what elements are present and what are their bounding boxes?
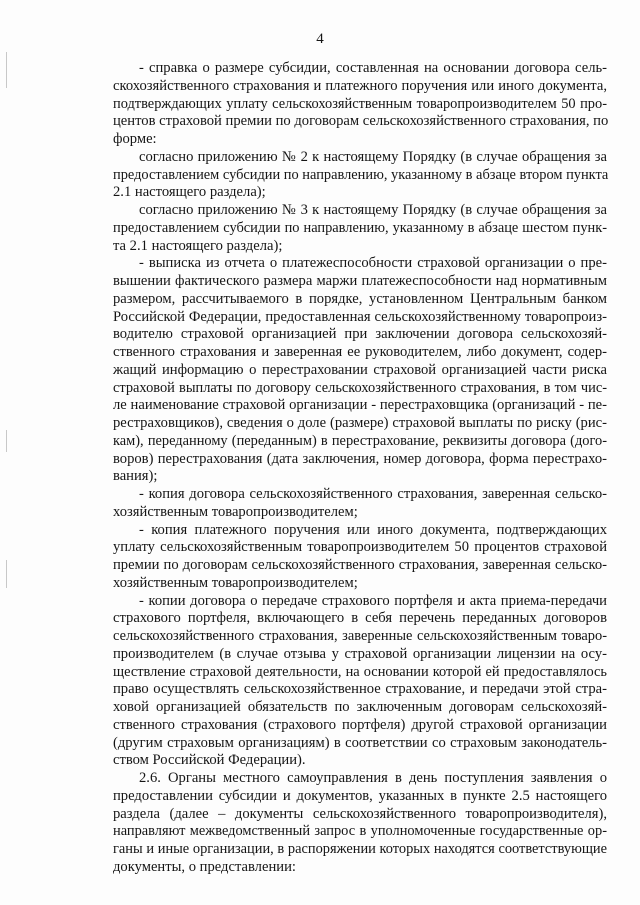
text-line: уплату сельскохозяйственным товаропроизводителем 50 процентов страховой: [113, 539, 607, 556]
text-line: раздела (далее – документы сельскохозяйственного товаропроизводителя),: [113, 805, 607, 822]
text-line: производителем (в случае отзыва у страховой организации лицензии на осу-: [113, 645, 607, 662]
text-line: форме:: [113, 131, 157, 147]
text-line: водителю страховой организацией при заключении договора сельскохозяй-: [113, 326, 607, 343]
text-line: ществление страховой деятельности, на основании которой ей предоставлялось: [113, 663, 607, 680]
text-line: предоставлении субсидии и документов, указанных в пункте 2.5 настоящего: [113, 787, 607, 804]
text-line: - справка о размере субсидии, составленная на основании договора сель-: [139, 60, 607, 76]
text-line: ле наименование страховой организации - перестраховщика (организаций - пе-: [113, 397, 607, 414]
text-line: подтверждающих уплату сельскохозяйственным товаропроизводителем 50 про-: [113, 95, 607, 112]
text-line: согласно приложению № 3 к настоящему Порядку (в случае обращения за: [139, 202, 607, 218]
text-line: ственного страхования и заверенная ее руководителем, либо документ, содер-: [113, 344, 607, 360]
text-line: вышении фактического размера маржи платежеспособности над нормативным: [113, 273, 607, 289]
text-line: вания);: [113, 468, 158, 485]
text-line: размером, рассчитываемого в порядке, установленном Центральным банком: [113, 290, 607, 307]
text-line: хозяйственным товаропроизводителем;: [113, 503, 358, 520]
text-line: рестраховщиков), сведения о доле (размере) страховой выплаты по риску (рис-: [113, 415, 607, 431]
page-number: 4: [316, 31, 324, 47]
text-line: (другим страховым организациям) в соответствии со страховым законодатель-: [113, 734, 607, 751]
text-line: премии по договорам сельскохозяйственного страхования, заверенная сельско-: [113, 557, 607, 573]
text-line: жащий информацию о перестраховании страховой организацией части риска: [113, 361, 607, 378]
text-line: 2.6. Органы местного самоуправления в день поступления заявления о: [139, 770, 607, 786]
text-line: предоставлением субсидии по направлению, указанному в абзаце втором пункта: [113, 166, 609, 183]
text-line: сельскохозяйственного страхования, заверенные сельскохозяйственным товаро-: [113, 628, 607, 644]
text-line: ственного страхования (страхового портфеля) другой страховой организации: [113, 716, 607, 733]
text-line: - копия договора сельскохозяйственного страхования, заверенная сельско-: [139, 486, 607, 502]
text-line: направляют межведомственный запрос в уполномоченные государственные ор-: [113, 823, 607, 840]
scan-margin-mark: [6, 560, 7, 588]
text-line: ством Российской Федерации).: [113, 752, 306, 769]
text-line: хозяйственным товаропроизводителем;: [113, 574, 358, 591]
text-line: ховой организацией обязательств по заключенным договорам сельскохозяй-: [113, 699, 607, 715]
scan-margin-mark: [6, 52, 7, 88]
text-line: Российской Федерации, предоставленная сельскохозяйственному товаропроиз-: [113, 308, 607, 325]
text-line: кам), переданному (переданным) в перестрахование, реквизиты договора (дого-: [113, 432, 607, 449]
text-line: - выписка из отчета о платежеспособности страховой организации о пре-: [139, 255, 607, 272]
document-body: [113, 60, 607, 877]
text-line: - копия платежного поручения или иного документа, подтверждающих: [139, 521, 607, 538]
text-line: воров) перестрахования (дата заключения, номер договора, форма перестрахо-: [113, 450, 607, 467]
text-line: центов страховой премии по договорам сельскохозяйственного страхования, по: [113, 113, 609, 130]
text-line: - копии договора о передаче страхового портфеля и акта приема-передачи: [139, 592, 607, 609]
text-line: страхового портфеля, включающего в себя перечень переданных договоров: [113, 610, 607, 627]
text-line: документы, о представлении:: [113, 858, 296, 875]
text-line: скохозяйственного страхования и платежного поручения или иного документа,: [113, 77, 607, 94]
text-line: предоставлением субсидии по направлению, указанному в абзаце шестом пунк-: [113, 219, 607, 236]
text-line: страховой выплаты по договору сельскохозяйственного страхования, в том чис-: [113, 379, 607, 396]
scan-margin-mark: [6, 430, 7, 452]
text-line: та 2.1 настоящего раздела);: [113, 237, 283, 254]
text-line: право осуществлять сельскохозяйственное страхование, и передачи этой стра-: [113, 681, 607, 698]
text-line: ганы и иные организации, в распоряжении которых находятся соответствующие: [113, 841, 607, 857]
text-line: 2.1 настоящего раздела);: [113, 184, 266, 201]
text-line: согласно приложению № 2 к настоящему Порядку (в случае обращения за: [139, 148, 607, 165]
